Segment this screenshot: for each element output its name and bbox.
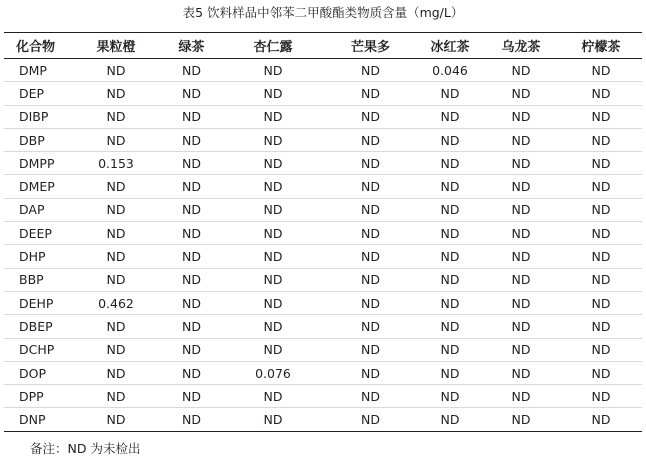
value-cell: ND <box>263 109 283 125</box>
value-cell: ND <box>511 132 531 148</box>
value-cell: ND <box>263 412 283 428</box>
value-cell: ND <box>591 295 611 311</box>
value-cell: ND <box>511 272 531 288</box>
table-row <box>4 105 642 128</box>
header-almond-milk: 杏仁露 <box>223 33 323 59</box>
value-cell: ND <box>106 225 126 241</box>
value-cell: ND <box>106 62 126 78</box>
value-cell: ND <box>440 155 460 171</box>
value-cell: ND <box>106 202 126 218</box>
value-cell: ND <box>361 202 380 218</box>
header-green-tea: 绿茶 <box>160 33 223 59</box>
value-cell: ND <box>182 295 201 311</box>
value-cell: ND <box>591 412 611 428</box>
value-cell: ND <box>511 318 531 334</box>
table-row <box>4 408 642 431</box>
value-cell: ND <box>361 342 380 358</box>
value-cell: ND <box>361 132 380 148</box>
value-cell: ND <box>591 132 611 148</box>
value-cell: ND <box>182 249 201 265</box>
value-cell: ND <box>263 179 283 195</box>
compound-cell: DCHP <box>19 342 55 358</box>
compound-cell: DPP <box>19 388 44 404</box>
value-cell: ND <box>182 272 201 288</box>
table-header <box>4 33 642 59</box>
value-cell: ND <box>106 365 126 381</box>
value-cell: ND <box>263 225 283 241</box>
value-cell: ND <box>440 179 460 195</box>
compound-cell: DAP <box>19 202 45 218</box>
table-row <box>4 385 642 408</box>
value-cell: ND <box>591 155 611 171</box>
table-row <box>4 175 642 198</box>
compound-cell: DEP <box>19 85 45 101</box>
compound-cell: DOP <box>19 365 47 381</box>
value-cell: ND <box>106 132 126 148</box>
value-cell: ND <box>182 179 201 195</box>
table-caption: 表5 饮料样品中邻苯二甲酸酯类物质含量（mg/L） <box>182 5 464 20</box>
table-note: 备注：ND 为未检出 <box>30 441 141 456</box>
value-cell: ND <box>106 412 126 428</box>
compound-cell: DIBP <box>19 109 49 125</box>
value-cell: ND <box>106 342 126 358</box>
value-cell: ND <box>591 365 611 381</box>
value-cell: 0.153 <box>98 155 134 171</box>
value-cell: ND <box>591 249 611 265</box>
value-cell: ND <box>182 85 201 101</box>
value-cell: ND <box>511 202 531 218</box>
value-cell: ND <box>591 272 611 288</box>
value-cell: ND <box>440 318 460 334</box>
value-cell: ND <box>591 62 611 78</box>
value-cell: 0.462 <box>98 295 134 311</box>
value-cell: ND <box>591 342 611 358</box>
value-cell: ND <box>511 109 531 125</box>
value-cell: 0.076 <box>255 365 291 381</box>
table-row <box>4 59 642 82</box>
table-row <box>4 338 642 361</box>
table-row <box>4 198 642 221</box>
value-cell: ND <box>263 272 283 288</box>
value-cell: ND <box>361 272 380 288</box>
value-cell: ND <box>182 202 201 218</box>
value-cell: ND <box>361 295 380 311</box>
value-cell: ND <box>591 318 611 334</box>
value-cell: ND <box>591 202 611 218</box>
value-cell: ND <box>182 388 201 404</box>
value-cell: ND <box>263 85 283 101</box>
value-cell: ND <box>182 225 201 241</box>
value-cell: ND <box>511 388 531 404</box>
header-compound: 化合物 <box>4 33 72 59</box>
compound-cell: DMEP <box>19 179 55 195</box>
compound-cell: DMP <box>19 62 47 78</box>
compound-cell: DEEP <box>19 225 52 241</box>
header-mango-drink: 芒果多 <box>323 33 418 59</box>
value-cell: ND <box>511 62 531 78</box>
compound-cell: BBP <box>19 272 44 288</box>
compound-cell: DNP <box>19 412 46 428</box>
compound-cell: DEHP <box>19 295 54 311</box>
value-cell: ND <box>440 342 460 358</box>
value-cell: ND <box>440 295 460 311</box>
value-cell: ND <box>591 109 611 125</box>
value-cell: ND <box>440 202 460 218</box>
header-iced-black-tea: 冰红茶 <box>418 33 482 59</box>
value-cell: ND <box>182 412 201 428</box>
value-cell: ND <box>440 225 460 241</box>
value-cell: ND <box>511 249 531 265</box>
header-lemon-tea: 柠檬茶 <box>560 33 642 59</box>
value-cell: ND <box>106 85 126 101</box>
table-row <box>4 82 642 105</box>
value-cell: ND <box>511 179 531 195</box>
value-cell: ND <box>182 62 201 78</box>
value-cell: ND <box>106 109 126 125</box>
value-cell: ND <box>511 412 531 428</box>
value-cell: ND <box>106 318 126 334</box>
value-cell: ND <box>263 155 283 171</box>
table-row <box>4 361 642 384</box>
value-cell: ND <box>361 109 380 125</box>
value-cell: ND <box>361 225 380 241</box>
compound-cell: DMPP <box>19 155 55 171</box>
value-cell: ND <box>182 342 201 358</box>
value-cell: ND <box>263 295 283 311</box>
value-cell: ND <box>106 179 126 195</box>
value-cell: ND <box>440 272 460 288</box>
value-cell: ND <box>591 179 611 195</box>
value-cell: ND <box>106 272 126 288</box>
table-body <box>4 59 642 432</box>
table-row <box>4 152 642 175</box>
header-oolong-tea: 乌龙茶 <box>482 33 560 59</box>
value-cell: ND <box>182 318 201 334</box>
value-cell: ND <box>591 388 611 404</box>
value-cell: ND <box>361 155 380 171</box>
data-table <box>4 32 642 432</box>
value-cell: ND <box>440 365 460 381</box>
value-cell: ND <box>182 109 201 125</box>
value-cell: ND <box>511 295 531 311</box>
table-row <box>4 222 642 245</box>
value-cell: ND <box>361 62 380 78</box>
value-cell: ND <box>361 412 380 428</box>
compound-cell: DBP <box>19 132 45 148</box>
table-row <box>4 128 642 151</box>
value-cell: ND <box>511 85 531 101</box>
value-cell: ND <box>182 155 201 171</box>
value-cell: ND <box>361 179 380 195</box>
value-cell: 0.046 <box>432 62 468 78</box>
value-cell: ND <box>361 85 380 101</box>
header-row <box>4 33 642 59</box>
value-cell: ND <box>511 342 531 358</box>
value-cell: ND <box>263 62 283 78</box>
value-cell: ND <box>106 249 126 265</box>
value-cell: ND <box>263 318 283 334</box>
header-orange-juice: 果粒橙 <box>72 33 160 59</box>
value-cell: ND <box>182 132 201 148</box>
value-cell: ND <box>361 249 380 265</box>
value-cell: ND <box>591 85 611 101</box>
value-cell: ND <box>440 388 460 404</box>
value-cell: ND <box>440 109 460 125</box>
value-cell: ND <box>263 202 283 218</box>
value-cell: ND <box>440 249 460 265</box>
compound-cell: DHP <box>19 249 46 265</box>
value-cell: ND <box>440 412 460 428</box>
value-cell: ND <box>440 132 460 148</box>
table-row <box>4 268 642 291</box>
value-cell: ND <box>440 85 460 101</box>
value-cell: ND <box>106 388 126 404</box>
value-cell: ND <box>263 132 283 148</box>
compound-cell: DBEP <box>19 318 53 334</box>
table-row <box>4 315 642 338</box>
value-cell: ND <box>361 318 380 334</box>
table-row <box>4 245 642 268</box>
value-cell: ND <box>263 249 283 265</box>
value-cell: ND <box>182 365 201 381</box>
value-cell: ND <box>511 225 531 241</box>
value-cell: ND <box>511 155 531 171</box>
value-cell: ND <box>591 225 611 241</box>
value-cell: ND <box>511 365 531 381</box>
value-cell: ND <box>263 342 283 358</box>
value-cell: ND <box>361 365 380 381</box>
value-cell: ND <box>263 388 283 404</box>
table-row <box>4 291 642 314</box>
value-cell: ND <box>361 388 380 404</box>
